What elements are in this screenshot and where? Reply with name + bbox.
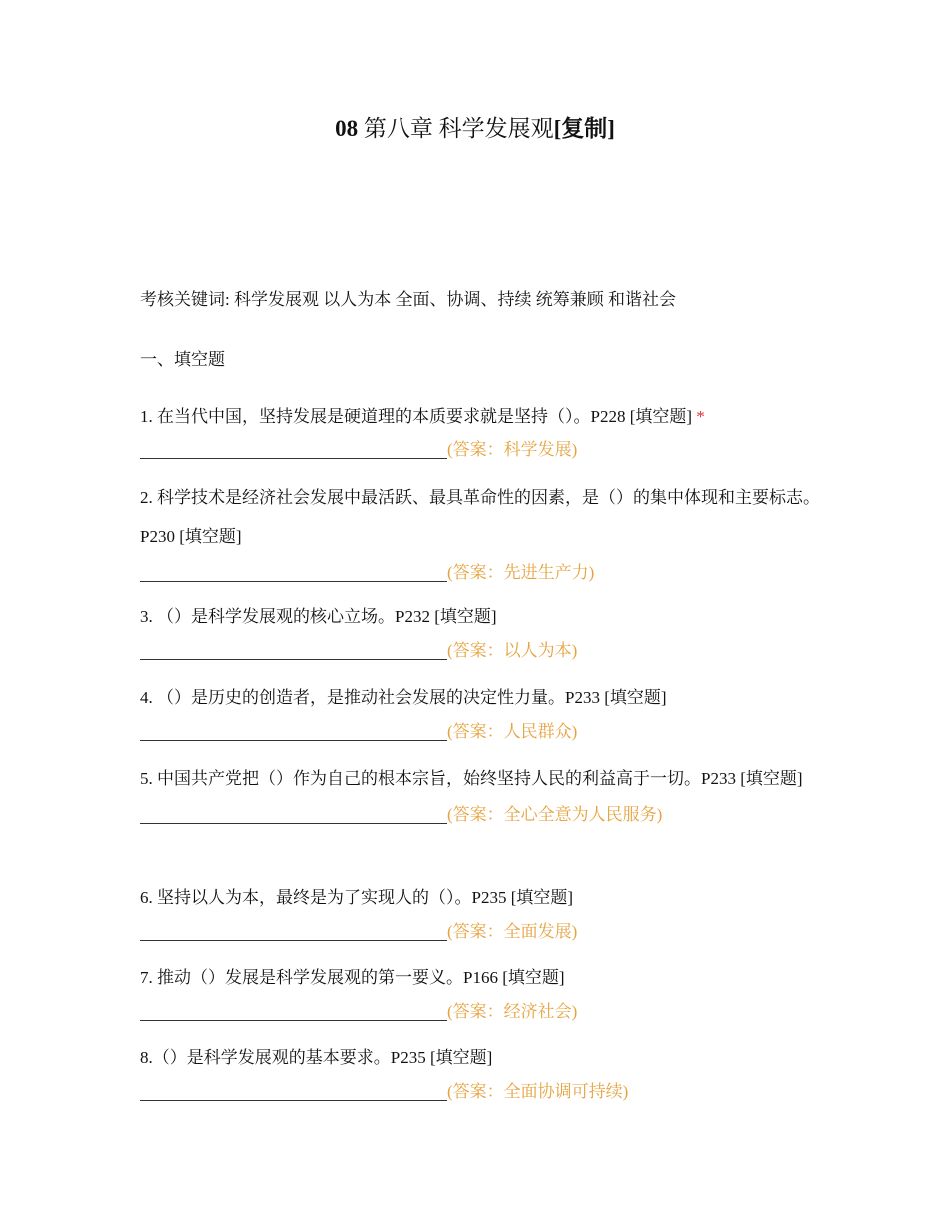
answer-text: (答案：全面发展)	[447, 922, 578, 941]
question-text: 3. （）是科学发展观的核心立场。P232 [填空题]	[140, 607, 497, 626]
question-text: 2. 科学技术是经济社会发展中最活跃、最具革命性的因素，是（）的集中体现和主要标志。P230 [填空题]	[140, 488, 820, 546]
question-text-1: 1. 在当代中国，坚持发展是硬道理的本质要求就是坚持（）。P228 [填空题]	[140, 407, 693, 426]
question-text: 4. （）是历史的创造者，是推动社会发展的决定性力量。P233 [填空题]	[140, 688, 667, 707]
answer-line	[140, 712, 820, 751]
answer-line	[140, 631, 820, 670]
question-text: 6. 坚持以人为本，最终是为了实现人的（）。P235 [填空题]	[140, 888, 574, 907]
answer-line	[140, 430, 820, 469]
question-item	[140, 678, 820, 751]
question-item	[140, 878, 820, 951]
answer-text: (答案：经济社会)	[447, 1002, 578, 1021]
question-item	[140, 397, 820, 469]
answer-blank[interactable]	[140, 561, 447, 582]
answer-blank[interactable]	[140, 803, 447, 824]
answer-blank[interactable]	[140, 920, 447, 941]
answer-blank[interactable]	[140, 639, 447, 660]
answer-line	[140, 795, 820, 834]
question-item	[140, 597, 820, 670]
answer-blank[interactable]	[140, 1000, 447, 1021]
question-text: 5. 中国共产党把（）作为自己的根本宗旨，始终坚持人民的利益高于一切。P233 [填空题]	[140, 769, 803, 788]
page-title	[0, 110, 950, 143]
answer-blank[interactable]	[140, 1080, 447, 1101]
title-suffix: [复制]	[553, 116, 615, 141]
question-text: 7. 推动（）发展是科学发展观的第一要义。P166 [填空题]	[140, 968, 565, 987]
keywords-line: 考核关键词: 科学发展观 以人为本 全面、协调、持续 统筹兼顾 和谐社会	[140, 290, 676, 309]
answer-blank[interactable]	[140, 438, 447, 459]
question-item	[140, 1038, 820, 1111]
answer-line	[140, 1072, 820, 1111]
question-item	[140, 958, 820, 1031]
answer-text: (答案：人民群众)	[447, 722, 578, 741]
answer-text: (答案：全面协调可持续)	[447, 1082, 629, 1101]
answer-line	[140, 992, 820, 1031]
question-text: 8.（）是科学发展观的基本要求。P235 [填空题]	[140, 1048, 493, 1067]
answer-blank[interactable]	[140, 720, 447, 741]
answer-text: (答案：全心全意为人民服务)	[447, 805, 663, 824]
title-text: 第八章 科学发展观	[363, 116, 554, 141]
answer-line	[140, 553, 820, 592]
answer-line	[140, 912, 820, 951]
question-item	[140, 759, 820, 834]
answer-text: (答案：先进生产力)	[447, 563, 595, 582]
answer-text: (答案：以人为本)	[447, 641, 578, 660]
question-item	[140, 478, 820, 592]
title-number: 08	[335, 116, 359, 141]
section-title: 一、填空题	[140, 350, 225, 369]
answer-text: (答案：科学发展)	[447, 440, 578, 459]
required-mark: *	[696, 407, 705, 426]
